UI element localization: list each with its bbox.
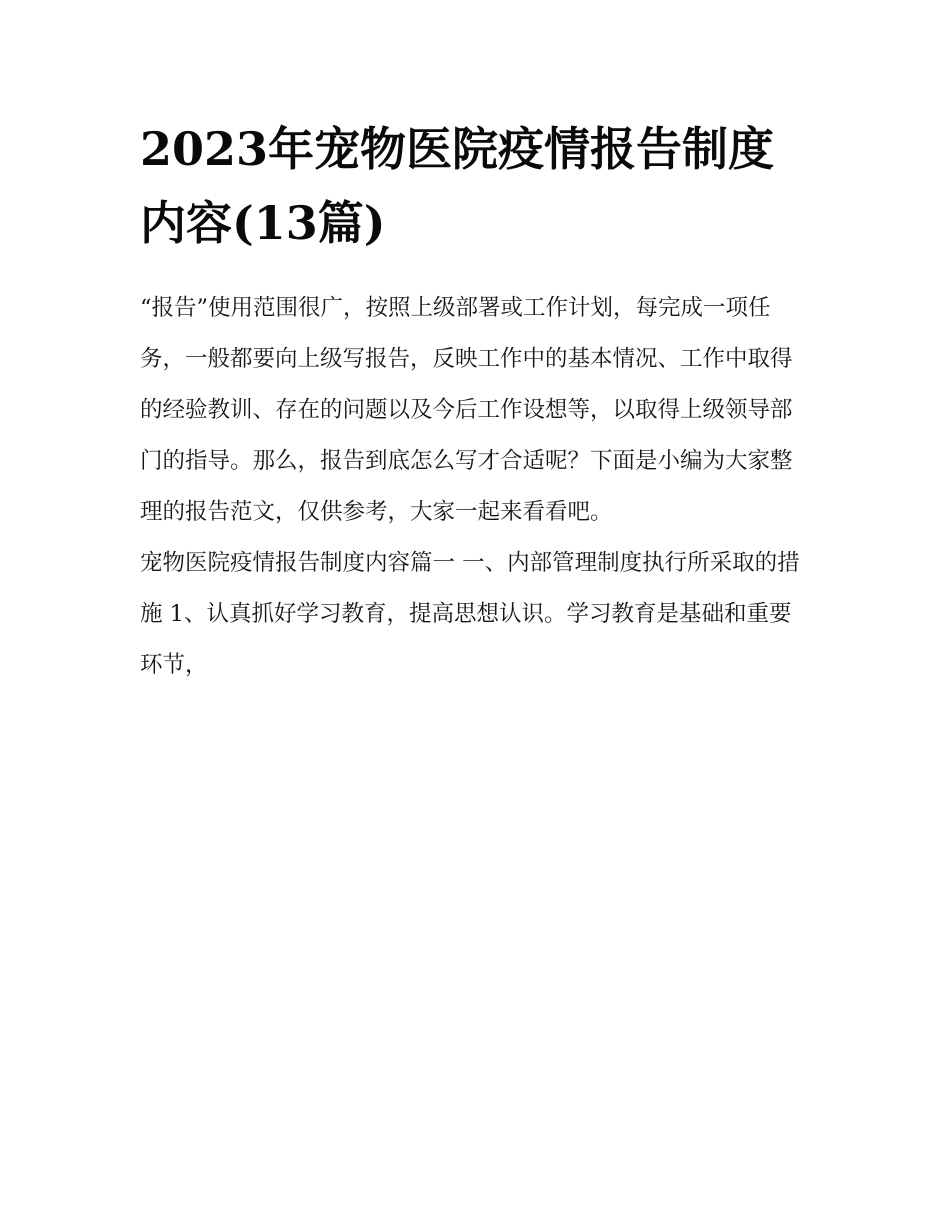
intro-paragraph: “报告”使用范围很广，按照上级部署或工作计划，每完成一项任务，一般都要向上级写报告，反映工作中的基本情况、工作中取得的经验教训、存在的问题以及今后工作设想等，以取得上级领导部门的指导。那么，报告到底怎么写才合适呢？下面是小编为大家整理的报告范文，仅供参考，大家一起来看看吧。 xyxy=(140,295,793,525)
document-title: 2023年宠物医院疫情报告制度内容(13篇) xyxy=(140,122,775,250)
document-body xyxy=(140,112,812,691)
section-one-paragraph: 宠物医院疫情报告制度内容篇一 一、内部管理制度执行所采取的措施 1、认真抓好学习教育，提高思想认识。学习教育是基础和重要环节， xyxy=(140,550,800,678)
